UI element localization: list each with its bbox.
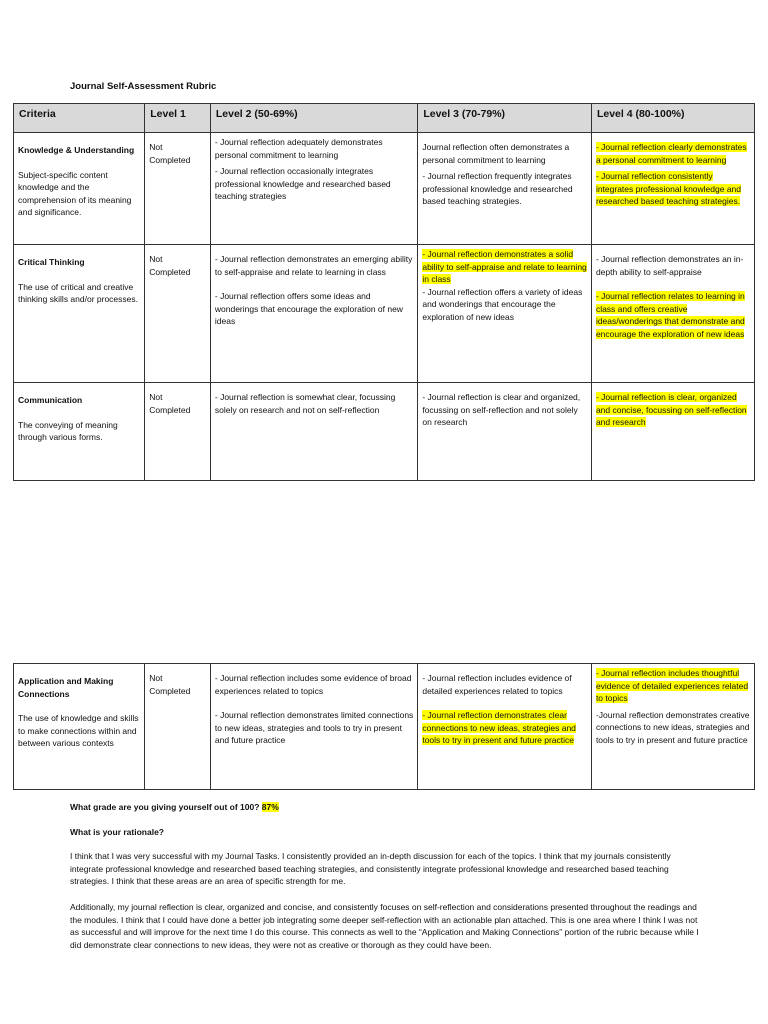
level-1-text: Not Completed	[149, 254, 191, 277]
rubric-table	[13, 103, 755, 481]
level-4-text-highlighted: - Journal reflection relates to learning in class and offers creative ideas/wonderings that demonstrate and encourage the exploration of new ideas	[595, 291, 745, 339]
level-3-cell	[418, 383, 592, 481]
rubric-table-continued	[13, 663, 755, 790]
criteria-cell	[14, 664, 145, 790]
level-4-cell	[591, 133, 754, 245]
grade-question: What grade are you giving yourself out of 100?	[70, 802, 260, 812]
level-2-text: - Journal reflection demonstrates limited connections to new ideas, strategies and tools to try in present and future practice	[214, 710, 414, 746]
criteria-name: Communication	[18, 395, 83, 405]
level-2-cell	[210, 664, 417, 790]
level-3-cell	[418, 245, 592, 383]
level-4-text: -Journal reflection demonstrates creative connections to new ideas, strategies and tools to try in present and future practice	[595, 709, 750, 745]
level-3-text-highlighted: - Journal reflection demonstrates clear connections to new ideas, strategies and tools to try in present and future practice	[422, 710, 576, 746]
criteria-name: Application and Making Connections	[18, 676, 114, 699]
rationale-question: What is your rationale?	[70, 827, 164, 837]
criteria-name: Critical Thinking	[18, 257, 85, 267]
level-3-text-highlighted: - Journal reflection demonstrates a solid ability to self-appraise and relate to learning in class	[422, 249, 587, 285]
level-1-cell	[145, 133, 211, 245]
level-1-cell	[145, 383, 211, 481]
rubric-row-communication	[14, 383, 755, 481]
header-criteria: Criteria	[14, 104, 145, 133]
level-1-cell	[145, 245, 211, 383]
header-level-2: Level 2 (50-69%)	[210, 104, 417, 133]
level-3-cell	[418, 133, 592, 245]
level-2-cell	[210, 383, 417, 481]
level-4-cell	[591, 383, 754, 481]
level-2-cell	[210, 133, 417, 245]
level-4-text-highlighted: - Journal reflection clearly demonstrates a personal commitment to learning	[595, 142, 747, 165]
level-1-text: Not Completed	[149, 142, 191, 165]
level-2-text: - Journal reflection is somewhat clear, focussing solely on research and not on self-reflection	[214, 392, 396, 415]
level-3-text: - Journal reflection is clear and organized, focussing on self-reflection and not solely on research	[422, 392, 581, 428]
criteria-description: Subject-specific content knowledge and the comprehension of its meaning and significance.	[18, 169, 132, 218]
grade-answer: 87%	[261, 802, 279, 812]
level-1-text: Not Completed	[149, 673, 191, 696]
level-1-cell	[145, 664, 211, 790]
header-level-3: Level 3 (70-79%)	[418, 104, 592, 133]
level-4-text-highlighted: - Journal reflection consistently integrates professional knowledge and researched based teaching strategies.	[595, 171, 742, 207]
level-3-text: - Journal reflection includes evidence of detailed experiences related to topics	[422, 673, 572, 696]
criteria-description: The use of knowledge and skills to make connections within and between various contexts	[18, 713, 139, 749]
criteria-cell	[14, 133, 145, 245]
criteria-description: The use of critical and creative thinking skills and/or processes.	[18, 281, 139, 305]
rationale-paragraph: I think that I was very successful with my Journal Tasks. I consistently provided an in-depth discussion for each of the topics. I think that my journals consistently integrate professional knowledge and researched based teaching strategies, and consistently integrate professional knowledge and researched based teaching strategies. I think that these areas are an area of specific strength for me.	[70, 851, 671, 887]
criteria-cell	[14, 245, 145, 383]
level-3-text: - Journal reflection offers a variety of ideas and wonderings that encourage the exploration of new ideas	[422, 286, 583, 322]
criteria-description: The conveying of meaning through various forms.	[18, 419, 118, 443]
level-3-cell	[418, 664, 592, 790]
level-2-text: - Journal reflection adequately demonstrates personal commitment to learning	[214, 137, 383, 160]
level-2-text: - Journal reflection occasionally integrates professional knowledge and researched based teaching strategies	[214, 166, 391, 202]
rubric-header-row	[14, 104, 755, 133]
criteria-cell	[14, 383, 145, 481]
criteria-name: Knowledge & Understanding	[18, 145, 135, 155]
level-4-text-highlighted: - Journal reflection is clear, organized and concise, focussing on self-reflection and research	[595, 392, 747, 428]
level-2-text: - Journal reflection demonstrates an emerging ability to self-appraise and relate to learning in class	[214, 254, 413, 277]
grade-line	[70, 801, 706, 814]
level-4-text: - Journal reflection demonstrates an in-depth ability to self-appraise	[595, 254, 744, 277]
rationale-paragraph: Additionally, my journal reflection is clear, organized and concise, and consistently focuses on self-reflection and considerations presented throughout the readings and the modules. I think that I could have done a better job integrating some deeper self-reflection with an actionable plan attached. This is one area where I think I was not as successful and will improve for the next time I do this course. This connects as well to the “Application and Making Connections” portion of the rubric because while I did demonstrate clear connections to new ideas, they were not as creative or thorough as they could have been.	[70, 902, 699, 950]
level-4-cell	[591, 664, 754, 790]
rubric-row-application	[14, 664, 755, 790]
header-level-4: Level 4 (80-100%)	[591, 104, 754, 133]
level-4-text-highlighted: - Journal reflection includes thoughtful evidence of detailed experiences related to topics	[595, 668, 749, 704]
document-title: Journal Self-Assessment Rubric	[70, 81, 217, 92]
level-2-text: - Journal reflection includes some evidence of broad experiences related to topics	[214, 673, 412, 696]
level-1-text: Not Completed	[149, 392, 191, 415]
header-level-1: Level 1	[145, 104, 211, 133]
level-2-text: - Journal reflection offers some ideas and wonderings that encourage the exploration of new ideas	[214, 291, 403, 327]
rubric-row-knowledge	[14, 133, 755, 245]
level-4-cell	[591, 245, 754, 383]
rubric-row-critical-thinking	[14, 245, 755, 383]
level-3-text: - Journal reflection frequently integrates professional knowledge and researched based teaching strategies.	[422, 171, 573, 207]
level-2-cell	[210, 245, 417, 383]
level-3-text: Journal reflection often demonstrates a personal commitment to learning	[422, 142, 570, 165]
